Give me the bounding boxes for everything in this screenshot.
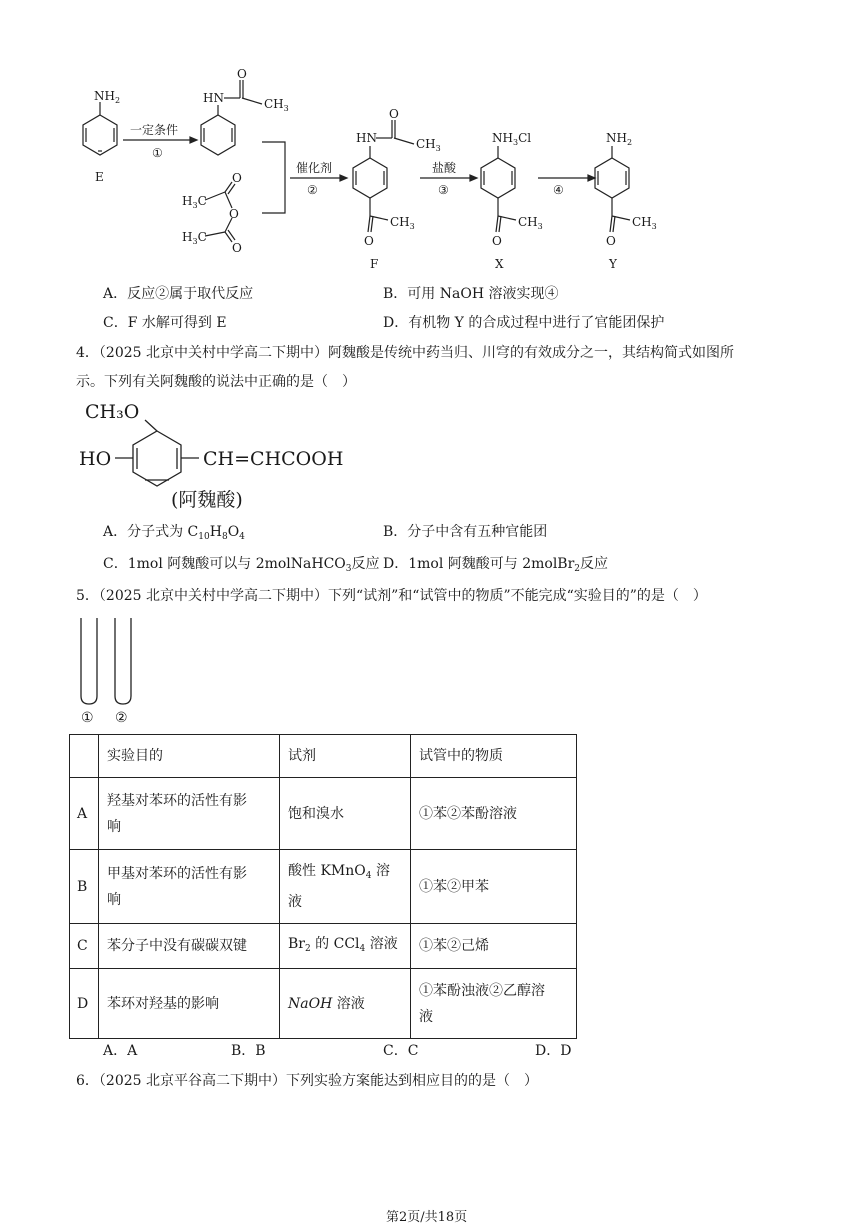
q6-stem: 6．（2025 北京平谷高二下期中）下列实验方案能达到相应目的的是（ ）	[76, 1073, 538, 1089]
label-hn-F: HN	[356, 131, 377, 145]
option-text: 有机物 Y 的合成过程中进行了官能团保护	[408, 315, 665, 331]
reagent-step-2: 催化剂	[296, 161, 333, 175]
label-o-F-top: O	[389, 107, 399, 121]
reactant-bracket	[262, 142, 285, 213]
label-nh3cl: $NH_3Cl$	[492, 131, 532, 147]
table-row	[70, 924, 577, 969]
num-step-1: ①	[152, 146, 163, 160]
row-id: B	[70, 850, 99, 924]
label-ch3-anh-2: $H_3C$	[182, 230, 207, 246]
num-step-3: ③	[438, 183, 449, 197]
label-ch3-F-bottom: $CH_3$	[390, 215, 415, 231]
reagent-step-3: 盐酸	[432, 161, 457, 175]
q4-option-d[interactable]: D．1mol 阿魏酸可与 2molBr$_2$反应	[383, 556, 609, 574]
q5-stem: 5．（2025 北京中关村中学高二下期中）下列“试剂”和“试管中的物质”不能完成“实验目的”的是（ ）	[76, 588, 707, 604]
q3-option-c[interactable]	[103, 313, 227, 333]
row-id: A	[70, 778, 99, 850]
label-F: F	[370, 257, 379, 271]
header-cell: 试管中的物质	[411, 735, 577, 778]
label-o-1: O	[237, 67, 247, 81]
label-nh2-Y: $NH_2$	[606, 131, 633, 147]
ferulic-acid-structure	[75, 398, 365, 516]
substance-cell: ①苯②苯酚溶液	[411, 778, 577, 850]
label-o-X: O	[492, 234, 502, 248]
row-id: D	[70, 969, 99, 1039]
q3-option-a[interactable]	[103, 284, 253, 304]
test-tubes	[74, 614, 144, 726]
label-E: E	[95, 170, 104, 184]
table-row	[70, 850, 577, 924]
label-och3: CH₃O	[85, 401, 140, 423]
table-header-row	[70, 735, 577, 778]
benzene-ring-Y	[595, 146, 630, 232]
q5-answer-d[interactable]: D．D	[535, 1043, 572, 1059]
label-compound-name: (阿魏酸)	[171, 489, 243, 511]
num-step-4: ④	[553, 183, 564, 197]
label-o-anh-1: O	[232, 171, 242, 185]
header-cell: 试剂	[280, 735, 411, 778]
reagent-step-1: 一定条件	[130, 123, 179, 137]
reagent-cell: $Br_2$ 的 CCl$_4$ 溶液	[280, 924, 411, 969]
tube-label-1: ①	[81, 710, 94, 726]
q4-option-b[interactable]: B．分子中含有五种官能团	[383, 524, 548, 540]
substance-cell: ①苯②己烯	[411, 924, 577, 969]
benzene-ring-E	[83, 102, 117, 155]
table-row	[70, 778, 577, 850]
row-id: C	[70, 924, 99, 969]
table-row	[70, 969, 577, 1039]
label-o-Y: O	[606, 234, 616, 248]
label-ho: HO	[79, 448, 112, 470]
substance-cell: ①苯②甲苯	[411, 850, 577, 924]
label-ch3-1: $CH_3$	[264, 97, 289, 113]
label-o-anh-2: O	[232, 241, 242, 255]
purpose-cell: 苯分子中没有碳碳双键	[99, 924, 280, 969]
experiment-table	[69, 734, 577, 1039]
page-footer: 第2页/共18页	[386, 1210, 468, 1225]
label-nh2-E: $NH_2$	[94, 89, 121, 105]
q3-option-b[interactable]	[383, 284, 558, 304]
option-letter: A．	[103, 286, 128, 302]
substance-cell: ①苯酚浊液②乙醇溶 液	[411, 969, 577, 1039]
q5-answer-a[interactable]: A．A	[103, 1043, 138, 1059]
label-ch3-F-top: $CH_3$	[416, 137, 441, 153]
label-o-anh-bridge: O	[229, 207, 239, 221]
purpose-cell: 甲基对苯环的活性有影 响	[99, 850, 280, 924]
header-cell	[70, 735, 99, 778]
label-hn: HN	[203, 91, 224, 105]
num-step-2: ②	[307, 183, 318, 197]
q4-stem-line2: 示。下列有关阿魏酸的说法中正确的是（ ）	[76, 374, 356, 390]
label-o-F-bottom: O	[364, 234, 374, 248]
benzene-ring-X	[481, 146, 516, 232]
option-text: F 水解可得到 E	[127, 315, 227, 331]
reagent-cell: 饱和溴水	[280, 778, 411, 850]
q4-option-c[interactable]: C．1mol 阿魏酸可以与 2molNaHCO$_3$反应	[103, 556, 380, 574]
label-Y: Y	[609, 257, 617, 271]
option-letter: C．	[103, 315, 128, 331]
option-letter: D．	[383, 315, 409, 331]
q3-option-d[interactable]	[383, 313, 664, 333]
label-X: X	[495, 257, 504, 271]
label-ch3-X: $CH_3$	[518, 215, 543, 231]
option-letter: B．	[383, 286, 408, 302]
header-cell: 实验目的	[99, 735, 280, 778]
option-text: 可用 NaOH 溶液实现④	[407, 286, 559, 302]
q4-option-a[interactable]: A．分子式为 $C_{10}H_8O_4$	[103, 524, 245, 542]
label-side-chain: CH=CHCOOH	[203, 448, 344, 470]
label-ch3-Y: $CH_3$	[632, 215, 657, 231]
q5-answer-c[interactable]: C．C	[383, 1043, 419, 1059]
q5-answer-b[interactable]: B．B	[231, 1043, 266, 1059]
purpose-cell: 羟基对苯环的活性有影 响	[99, 778, 280, 850]
q4-stem-line1: 4．（2025 北京中关村中学高二下期中）阿魏酸是传统中药当归、川穹的有效成分之一，其结构简式如图所	[76, 345, 734, 361]
synthesis-scheme	[0, 60, 868, 280]
reagent-cell: 酸性 KMnO$_4$ 溶 液	[280, 850, 411, 924]
purpose-cell: 苯环对羟基的影响	[99, 969, 280, 1039]
option-text: 反应②属于取代反应	[127, 286, 254, 302]
label-ch3-anh-1: $H_3C$	[182, 194, 207, 210]
tube-label-2: ②	[115, 710, 128, 726]
reagent-cell: NaOH 溶液	[280, 969, 411, 1039]
